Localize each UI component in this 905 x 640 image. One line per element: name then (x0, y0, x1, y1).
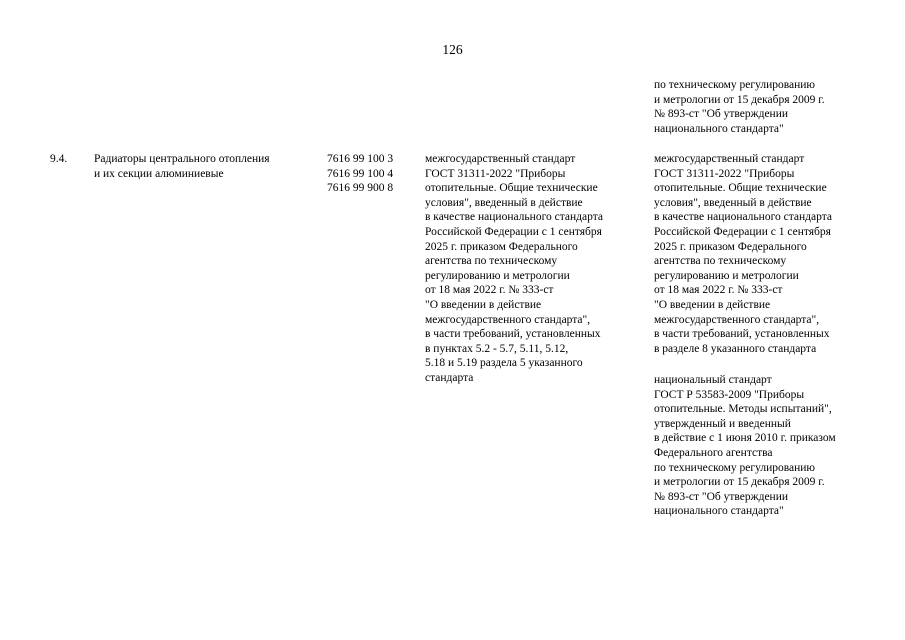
test-methods-standard-1: межгосударственный стандарт ГОСТ 31311-2022 "Приборы отопительные. Общие технические условия", введенный в действие в качестве национального стандарта Российской Федерации с 1 сентября 2025 г. приказом Федерального агентства по техническому регулированию и метрологии от 18 мая 2022 г. № 333-ст "О введении в действие межгосударственного стандарта", в части требований, установленных в разделе 8 указанного стандарта (654, 153, 832, 355)
row-number: 9.4. (50, 153, 68, 165)
product-name: Радиаторы центрального отопления и их секции алюминиевые (94, 153, 270, 180)
test-methods-standard-2: национальный стандарт ГОСТ Р 53583-2009 "Приборы отопительные. Методы испытаний", утвержденный и введенный в действие с 1 июня 2010 г. приказом Федерального агентства по техническому регулированию и метрологии от 15 декабря 2009 г. № 893-ст "Об утверждении национального стандарта" (654, 374, 836, 518)
continued-standard-text: по техническому регулированию и метрологии от 15 декабря 2009 г. № 893-ст "Об утверждении национального стандарта" (654, 79, 825, 135)
page-number: 126 (442, 42, 463, 57)
standard-requirements-cell: межгосударственный стандарт ГОСТ 31311-2022 "Приборы отопительные. Общие технические условия", введенный в действие в качестве национального стандарта Российской Федерации с 1 сентября 2025 г. приказом Федерального агентства по техническому регулированию и метрологии от 18 мая 2022 г. № 333-ст "О введении в действие межгосударственного стандарта", в части требований, установленных в пунктах 5.2 - 5.7, 5.11, 5.12, 5.18 и 5.19 раздела 5 указанного стандарта (425, 153, 603, 384)
tn-ved-codes: 7616 99 100 3 7616 99 100 4 7616 99 900 8 (327, 153, 394, 195)
